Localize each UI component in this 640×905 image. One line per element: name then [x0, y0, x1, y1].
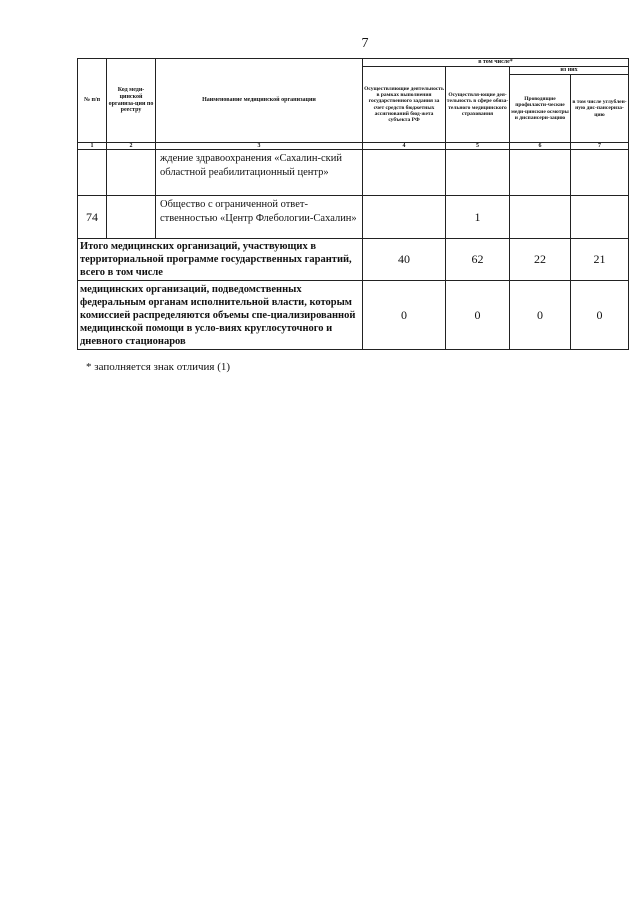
- column-number: 1: [78, 143, 107, 150]
- value-col5: 1: [446, 196, 510, 239]
- column-number: 4: [363, 143, 446, 150]
- federal-col4: 0: [363, 281, 446, 350]
- federal-col5: 0: [446, 281, 510, 350]
- table-row: [78, 150, 629, 196]
- column-number: 3: [156, 143, 363, 150]
- total-col7: 21: [571, 239, 629, 281]
- organization-name: Общество с ограниченной ответ-ственностью «Центр Флебологии-Сахалин»: [156, 196, 363, 239]
- header-organization-name: Наименование медицинской организации: [156, 59, 363, 143]
- row-number: 74: [78, 196, 107, 239]
- registry-code: [107, 150, 156, 196]
- value-col5: [446, 150, 510, 196]
- value-col4: [363, 150, 446, 196]
- total-col6: 22: [510, 239, 571, 281]
- column-number: 5: [446, 143, 510, 150]
- total-col5: 62: [446, 239, 510, 281]
- registry-code: [107, 196, 156, 239]
- header-preventive-exams: Проводящие профилакти-ческие меди-цинские осмотры и диспансери-зацию: [510, 75, 571, 143]
- federal-col6: 0: [510, 281, 571, 350]
- total-label: Итого медицинских организаций, участвующих в территориальной программе государственных гарантий, всего в том числе: [78, 239, 363, 281]
- value-col4: [363, 196, 446, 239]
- header-registry-code: Код меди-цинской организа-ции по реестру: [107, 59, 156, 143]
- page-number: 7: [361, 36, 369, 51]
- header-row-number: № п/п: [78, 59, 107, 143]
- table-row: [78, 196, 629, 239]
- header-state-assignment: Осуществляющие деятельность в рамках выполнения государственного задания за счет средств бюджетных ассигнований бюд-жета субъекта РФ: [363, 67, 446, 143]
- value-col6: [510, 196, 571, 239]
- header-including: в том числе*: [363, 59, 629, 67]
- header-in-depth-dispensary: в том числе углублен-ную дис-пансериза-цию: [571, 75, 629, 143]
- federal-col7: 0: [571, 281, 629, 350]
- federal-row: [78, 281, 629, 350]
- total-col4: 40: [363, 239, 446, 281]
- organization-name: ждение здравоохранения «Сахалин-ский областной реабилитационный центр»: [156, 150, 363, 196]
- value-col7: [571, 196, 629, 239]
- value-col6: [510, 150, 571, 196]
- row-number: [78, 150, 107, 196]
- column-number: 2: [107, 143, 156, 150]
- total-row: [78, 239, 629, 281]
- header-of-them: из них: [510, 67, 629, 75]
- value-col7: [571, 150, 629, 196]
- column-numbers-row: [78, 143, 629, 150]
- medical-organizations-table: [77, 58, 629, 350]
- footnote: * заполняется знак отличия (1): [86, 361, 231, 373]
- column-number: 6: [510, 143, 571, 150]
- header-oms: Осуществля-ющие дея-тельность в сфере обяза-тельного медицинского страхования: [446, 67, 510, 143]
- federal-label: медицинских организаций, подведомственных федеральным органам исполнительной власти, которым комиссией распределяются объемы спе-циализированной медицинской помощи в усло-виях круглосуточного и дневного стационаров: [78, 281, 363, 350]
- column-number: 7: [571, 143, 629, 150]
